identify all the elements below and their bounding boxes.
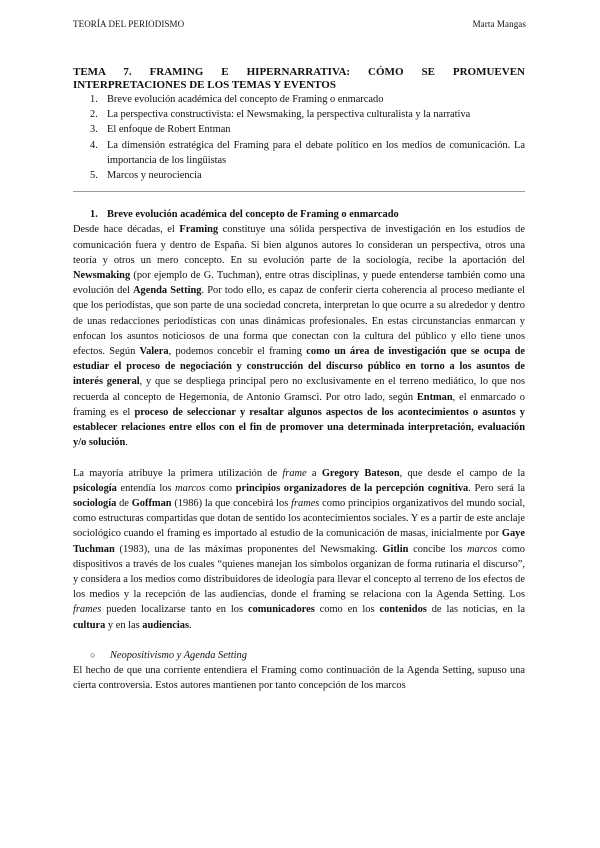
running-header: [73, 19, 526, 29]
text-run: , y que se despliega principal pero no exclusivamente en el terreno mediático, lo que nos recuerda al concepto de Hegemonía, de Antonio Gramsci. Por otro lado, según: [73, 376, 525, 403]
text-run: entendía los: [116, 482, 176, 494]
subsection-title: Neopositivismo y Agenda Setting: [110, 650, 247, 662]
outline-item-number: 4.: [90, 139, 98, 151]
text-run: pueden localizarse tanto en los: [101, 604, 248, 616]
text-run: de: [116, 498, 132, 510]
text-run: .: [189, 619, 192, 631]
section-title: Breve evolución académica del concepto de Framing o enmarcado: [107, 209, 399, 221]
outline-item-text: La perspectiva constructivista: el Newsmaking, la perspectiva culturalista y la narrativa: [107, 109, 471, 121]
chapter-title: TEMA 7. FRAMING E HIPERNARRATIVA: CÓMO SE PROMUEVEN INTERPRETACIONES DE LOS TEMAS Y EVENTOS: [73, 66, 525, 91]
outline-item: [73, 168, 525, 183]
bold-term: Newsmaking: [73, 270, 131, 282]
text-run: (1986) la que concebirá los: [171, 498, 292, 510]
bold-term: contenidos: [379, 604, 427, 616]
text-run: concibe los: [408, 543, 467, 555]
text-run: y en las: [105, 619, 143, 631]
outline-item-text: El enfoque de Robert Entman: [107, 124, 231, 136]
text-run: de las noticias, en la: [426, 604, 525, 616]
outline-item-number: 5.: [90, 170, 98, 182]
paragraph-neopositivismo: El hecho de que una corriente entendiera el Framing como continuación de la Agenda Setting, supuso una cierta controversia. Estos autores mantienen por tanto concepción de los marcos: [73, 665, 525, 692]
bold-term: psicología: [73, 482, 117, 494]
italic-term: frames: [73, 604, 102, 616]
text-run: como dispositivos a través de los cuales “quienes manejan los símbolos organizan de forma rutinaria el discurso”, y considera a los medios como distribuidores de ideología para llevar el concepto al terreno de los efectos de los medios y la recepción de las audiencias, donde el framing se relaciona con la Agenda Setting. Los: [73, 543, 525, 601]
hollow-circle-bullet-icon: ○: [90, 650, 96, 661]
text-run: (por ejemplo de G. Tuchman), entre otras disciplinas, y puede entenderse también como una evolución del: [73, 270, 525, 297]
section-number: 1.: [90, 209, 98, 221]
text-run: , podemos concebir el framing: [168, 346, 307, 358]
italic-term: marcos: [466, 543, 498, 555]
paragraph-spacer: [73, 633, 525, 648]
section-heading: [73, 207, 525, 222]
text-run: como: [205, 482, 236, 494]
italic-term: marcos: [175, 482, 206, 494]
bold-term: principios organizadores de la percepción cognitiva: [235, 482, 469, 494]
section-divider: [73, 191, 525, 192]
paragraph-bateson-goffman: [73, 466, 525, 633]
paragraph-spacer: [73, 450, 525, 465]
outline-item: [73, 92, 525, 107]
text-run: como principios organizativos del mundo social, como estructuras compartidas que dotan de sentido los acontecimientos sociales. Y es a partir de este anclaje sociológico cuando el framing es importado al estudio de la comunicación de masas, inicialmente por: [73, 498, 525, 540]
header-author: Marta Mangas: [472, 19, 526, 29]
header-course-title: TEORÍA DEL PERIODISMO: [73, 19, 185, 29]
text-run: .: [125, 437, 128, 449]
bold-term: cultura: [73, 619, 106, 631]
bold-term: Gitlin: [382, 543, 409, 555]
outline-item-number: 1.: [90, 94, 98, 105]
bold-term: Gregory Bateson: [321, 467, 400, 479]
outline-item: [73, 122, 525, 137]
outline-item-text: La dimensión estratégica del Framing para el debate político en los medios de comunicación. La importancia de los lingüistas: [107, 139, 525, 166]
text-run: La mayoría atribuye la primera utilización de: [73, 467, 283, 479]
text-run: (1983), una de las máximas proponentes del Newsmaking.: [114, 543, 383, 555]
italic-term: frames: [291, 498, 320, 510]
outline-item: [73, 138, 525, 168]
bold-term: Framing: [179, 224, 219, 236]
bold-term: comunicadores: [247, 604, 315, 616]
outline-item-text: Marcos y neurociencia: [107, 170, 202, 182]
text-run: Desde hace décadas, el: [73, 224, 180, 236]
text-run: , el enmarcado o framing es el: [73, 391, 525, 418]
text-run: constituye una sólida perspectiva de investigación en los estudios de comunicación fuera y dentro de España. Si bien algunos autores lo consideran un perspectiva, otros una teoría y otros un mero concepto. En su evolución parte de la sociología, recibe la aportación del: [73, 224, 525, 266]
text-run: a: [306, 467, 322, 479]
outline-item-number: 2.: [90, 109, 98, 121]
text-run: , que desde el campo de la: [399, 467, 525, 479]
outline-item-text: Breve evolución académica del concepto de Framing o enmarcado: [107, 94, 384, 105]
document-body: [73, 66, 525, 694]
bold-term: Gaye Tuchman: [73, 528, 525, 555]
outline-item: [73, 107, 525, 122]
bold-term: Entman: [416, 391, 453, 403]
subsection-heading: [73, 648, 525, 663]
bold-term: proceso de seleccionar y resaltar algunos aspectos de los acontecimientos o asuntos y establecer relaciones entre ellos con el fin de promover una determinada interpretación, evaluación y/o solución: [73, 406, 525, 449]
bold-term: como un área de investigación que se ocupa de estudiar el proceso de negociación y construcción del discurso público en torno a los asuntos de interés general: [73, 346, 525, 388]
bold-term: audiencias: [142, 619, 190, 631]
bold-term: Valera: [139, 346, 169, 358]
text-run: . Por todo ello, es capaz de conferir cierta coherencia al proceso mediante el que los periodistas, que son parte de una sociedad concreta, interpretan lo que ocurre a su alrededor y dentro de unas redacciones periodísticas con unas dinámicas profesionales. En estas circunstancias enmarcan y enfocan los asuntos noticiosos de una forma que conectan con la cultura del público y ello tiene unos efectos. Según: [73, 285, 525, 358]
italic-term: frame: [282, 467, 307, 479]
chapter-outline: [73, 92, 525, 183]
paragraph-framing-definition: [73, 222, 525, 450]
bold-term: Goffman: [131, 498, 172, 510]
bold-term: sociología: [73, 498, 117, 510]
outline-item-number: 3.: [90, 124, 98, 136]
bold-term: Agenda Setting: [133, 285, 202, 297]
text-run: . Pero será la: [468, 482, 526, 494]
text-run: como en los: [314, 604, 380, 616]
